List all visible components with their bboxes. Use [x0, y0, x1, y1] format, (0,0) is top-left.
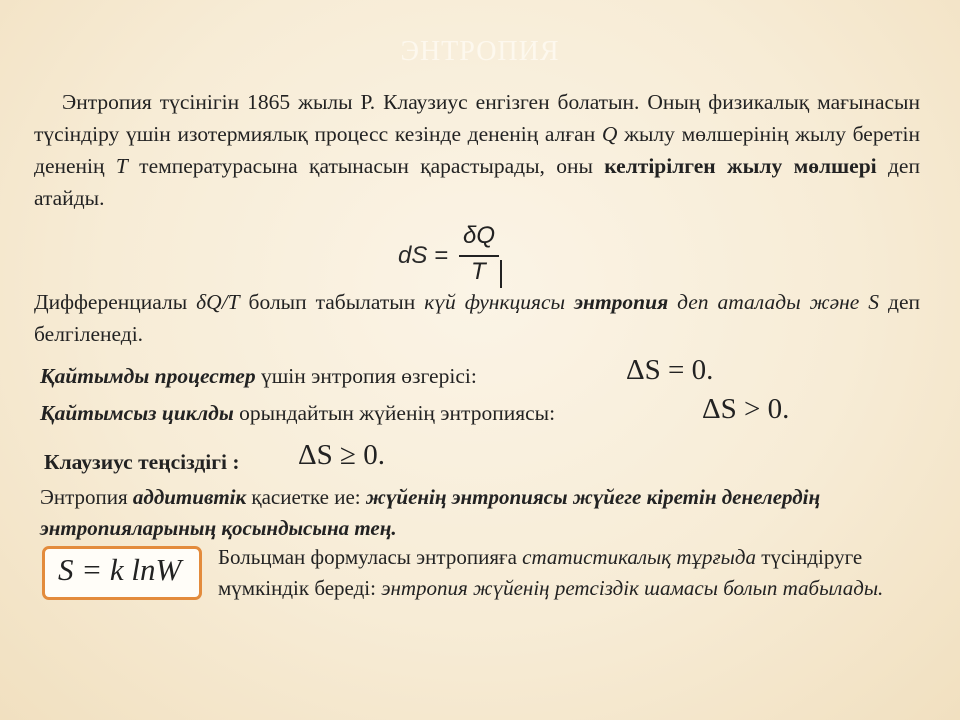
- irreversible-text: орындайтын жүйенің энтропиясы:: [233, 401, 556, 425]
- irreversible-math: ΔS > 0.: [702, 393, 790, 425]
- p1-bold-term: келтірілген жылу мөлшері: [604, 154, 877, 178]
- paragraph-entropy-intro: [34, 86, 920, 214]
- slide-title: ЭНТРОПИЯ: [400, 36, 560, 67]
- fraction-bar: [459, 255, 499, 257]
- p2-space: [565, 290, 574, 314]
- paragraph-boltzmann: [218, 542, 918, 604]
- p4-italic-1: статистикалық тұрғыда: [522, 545, 757, 569]
- text-cursor: [500, 260, 502, 288]
- p2-text-2: болып табылатын: [239, 290, 425, 314]
- p1-text-1: Энтропия түсінігін 1865 жылы Р. Клаузиус енгізген болатын. Оның физикалық мағынасын түсіндіру үшін изотермиялық процесс кезінде дененің алған: [34, 90, 920, 146]
- p1-symbol-t: T: [115, 154, 128, 178]
- reversible-math: ΔS = 0.: [626, 354, 714, 386]
- p4-italic-2: энтропия жүйенің ретсіздік шамасы болып табылады.: [381, 576, 884, 600]
- p1-text-4: деп атайды.: [34, 154, 920, 210]
- p2-bold-term: энтропия: [574, 290, 669, 314]
- p4-text-2: түсіндіруге мүмкіндік береді:: [218, 545, 863, 600]
- paragraph-entropy-definition: [34, 286, 920, 350]
- reversible-label: Қайтымды процестер: [40, 364, 256, 388]
- formula-lhs: dS =: [398, 242, 449, 269]
- p4-text-1: Больцман формуласы энтропияға: [218, 545, 523, 569]
- p2-dq: δQ/T: [196, 290, 240, 314]
- p2-italic-2: деп аталады және: [668, 290, 869, 314]
- p2-symbol-s: S: [868, 290, 880, 314]
- p3-bold-italic-1: аддитивтік: [132, 485, 247, 509]
- boltzmann-formula-box: [42, 546, 202, 600]
- clausius-label: Клаузиус теңсіздігі :: [44, 450, 240, 474]
- irreversible-line: [40, 401, 555, 426]
- p1-text-3: температурасына қатынасын қарастырады, оны: [127, 154, 605, 178]
- formula-numerator: δQ: [463, 222, 496, 249]
- reversible-line: [40, 364, 477, 389]
- p1-text-2: жылу мөлшерінің жылу беретін дененің: [34, 122, 920, 178]
- reversible-text: үшін энтропия өзгерісі:: [255, 364, 477, 388]
- clausius-math: ΔS ≥ 0.: [298, 439, 385, 471]
- p3-text-2: қасиетке ие:: [246, 485, 366, 509]
- formula-denominator: T: [471, 258, 486, 285]
- clausius-line: [44, 450, 239, 475]
- p1-symbol-q: Q: [601, 122, 618, 146]
- p3-bold-italic-2: жүйенің энтропиясы жүйеге кіретін денелердің энтропияларының қосындысына тең.: [40, 485, 821, 540]
- p3-text-1: Энтропия: [40, 485, 133, 509]
- paragraph-additivity: [40, 482, 920, 544]
- p2-text-3: деп белгіленеді.: [34, 290, 920, 346]
- entropy-differential-formula: [395, 222, 515, 288]
- p2-italic-1: күй функциясы: [424, 290, 566, 314]
- boltzmann-formula: S = k lnW: [58, 552, 182, 587]
- irreversible-label: Қайтымсыз циклды: [40, 401, 234, 425]
- p2-text-1: Дифференциалы: [34, 290, 197, 314]
